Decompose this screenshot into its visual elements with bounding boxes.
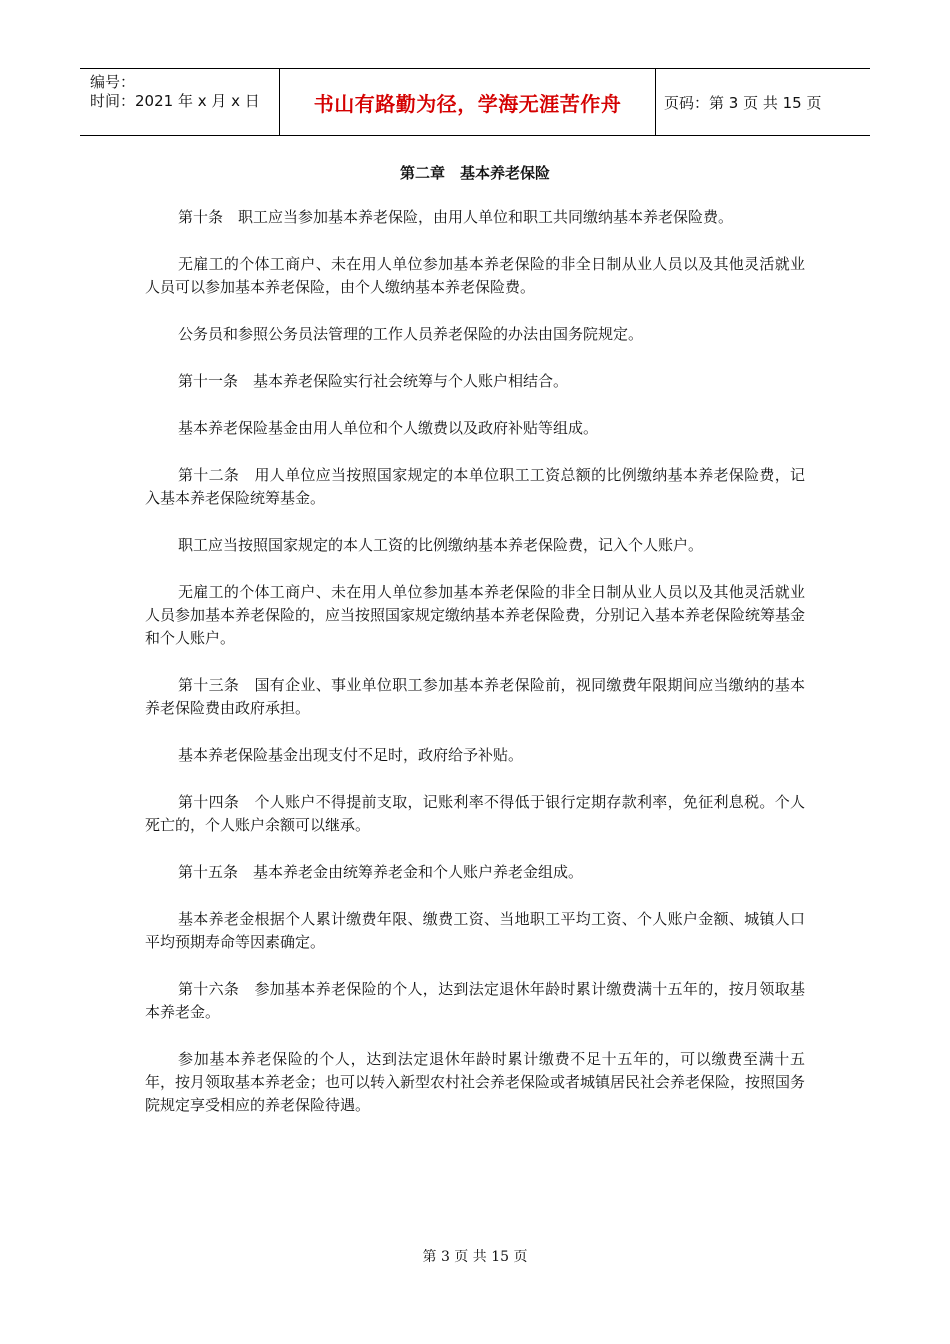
paragraph: 第十一条 基本养老保险实行社会统筹与个人账户相结合。 — [178, 372, 569, 390]
paragraph: 第十条 职工应当参加基本养老保险，由用人单位和职工共同缴纳基本养老保险费。 — [178, 208, 734, 226]
paragraph: 第十六条 参加基本养老保险的个人，达到法定退休年龄时累计缴费满十五年的，按月领取基本养老金。 — [145, 980, 805, 1021]
paragraph: 第十二条 用人单位应当按照国家规定的本单位职工工资总额的比例缴纳基本养老保险费，记入基本养老保险统筹基金。 — [145, 466, 805, 507]
paragraph: 基本养老保险基金由用人单位和个人缴费以及政府补贴等组成。 — [178, 419, 599, 437]
document-time-label: 时间：2021 年 x 月 x 日 — [90, 92, 260, 110]
paragraph: 无雇工的个体工商户、未在用人单位参加基本养老保险的非全日制从业人员以及其他灵活就业人员可以参加基本养老保险，由个人缴纳基本养老保险费。 — [145, 255, 805, 296]
document-body — [145, 206, 805, 1141]
paragraph: 无雇工的个体工商户、未在用人单位参加基本养老保险的非全日制从业人员以及其他灵活就业人员参加基本养老保险的，应当按照国家规定缴纳基本养老保险费，分别记入基本养老保险统筹基金和个人账户。 — [145, 583, 806, 647]
paragraph: 基本养老金根据个人累计缴费年限、缴费工资、当地职工平均工资、个人账户金额、城镇人口平均预期寿命等因素确定。 — [145, 910, 805, 951]
paragraph: 公务员和参照公务员法管理的工作人员养老保险的办法由国务院规定。 — [178, 325, 644, 343]
header-page-label: 页码：第 3 页 共 15 页 — [664, 93, 822, 112]
paragraph: 第十四条 个人账户不得提前支取，记账利率不得低于银行定期存款利率，免征利息税。个人死亡的，个人账户余额可以继承。 — [145, 793, 805, 834]
page-header — [80, 68, 870, 136]
paragraph: 基本养老保险基金出现支付不足时，政府给予补贴。 — [178, 746, 524, 764]
paragraph: 参加基本养老保险的个人，达到法定退休年龄时累计缴费不足十五年的，可以缴费至满十五年，按月领取基本养老金；也可以转入新型农村社会养老保险或者城镇居民社会养老保险，按照国务院规定享受相应的养老保险待遇。 — [145, 1050, 806, 1114]
header-meta — [80, 69, 280, 135]
page-footer: 第 3 页 共 15 页 — [422, 1249, 528, 1265]
header-motto: 书山有路勤为径，学海无涯苦作舟 — [280, 69, 656, 135]
paragraph: 职工应当按照国家规定的本人工资的比例缴纳基本养老保险费，记入个人账户。 — [178, 536, 704, 554]
chapter-title: 第二章 基本养老保险 — [399, 164, 550, 182]
paragraph: 第十五条 基本养老金由统筹养老金和个人账户养老金组成。 — [178, 863, 584, 881]
paragraph: 第十三条 国有企业、事业单位职工参加基本养老保险前，视同缴费年限期间应当缴纳的基本养老保险费由政府承担。 — [145, 676, 805, 717]
document-number-label: 编号： — [90, 73, 136, 91]
